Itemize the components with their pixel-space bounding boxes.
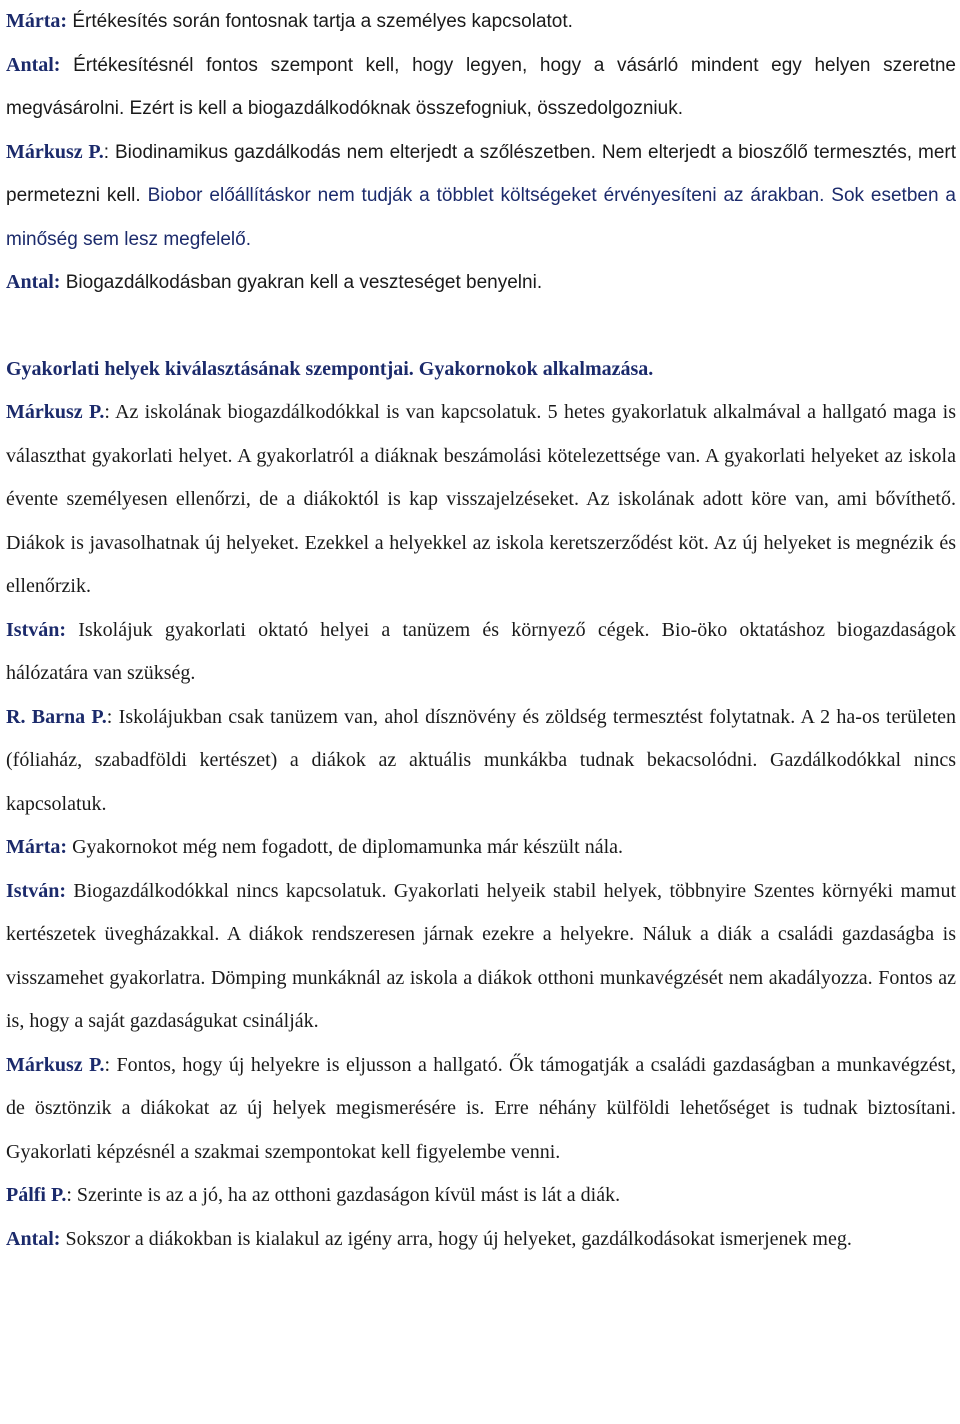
paragraph-text: : Szerinte is az a jó, ha az otthoni gazdaságon kívül mást is lát a diák. bbox=[66, 1184, 621, 1206]
paragraph-text: : Az iskolának biogazdálkodókkal is van kapcsolatuk. 5 hetes gyakorlatuk alkalmával a hallgató maga is választhat gyakorlati helyet. A gyakorlatról a diáknak beszámolási kötelezettsége van. A gyakorlati helyeket az iskola évente személyesen ellenőrzi, de a diákoktól is kap visszajelzéseket. Az iskolának adott köre van, ami bővíthető. Diákok is javasolhatnak új helyeket. Ezekkel a helyekkel az iskola keretszerződést köt. Az új helyeket is megnézik és ellenőrzik. bbox=[6, 401, 956, 597]
speaker-label: István: bbox=[6, 879, 67, 902]
paragraph-markusz-3 bbox=[6, 1044, 956, 1175]
speaker-label: Márta: bbox=[6, 10, 68, 32]
paragraph-text: Értékesítés során fontosnak tartja a személyes kapcsolatot. bbox=[67, 11, 573, 32]
paragraph-antal-2 bbox=[6, 261, 956, 305]
paragraph-istvan-2 bbox=[6, 870, 956, 1044]
paragraph-marta-1 bbox=[6, 0, 956, 44]
speaker-label: Márkusz P. bbox=[6, 1053, 105, 1076]
paragraph-marta-2 bbox=[6, 826, 956, 870]
paragraph-text-continued: Biobor előállításkor nem tudják a többlet költségeket érvényesíteni az árakban. Sok esetben a minőség sem lesz megfelelő. bbox=[6, 185, 956, 250]
speaker-label: István: bbox=[6, 618, 67, 641]
paragraph-antal-3 bbox=[6, 1218, 956, 1262]
speaker-label: Antal: bbox=[6, 53, 61, 76]
paragraph-text: Sokszor a diákokban is kialakul az igény arra, hogy új helyeket, gazdálkodásokat ismerjenek meg. bbox=[60, 1227, 852, 1250]
paragraph-text: Gyakornokot még nem fogadott, de diplomamunka már készült nála. bbox=[67, 836, 624, 858]
paragraph-palfi bbox=[6, 1174, 956, 1218]
speaker-label: Márta: bbox=[6, 836, 68, 858]
paragraph-barna bbox=[6, 696, 956, 827]
paragraph-text: : Biodinamikus gazdálkodás nem elterjedt a szőlészetben. Nem elterjedt a bioszőlő termesztés, mert permetezni kell. bbox=[6, 141, 956, 206]
paragraph-text: : Fontos, hogy új helyekre is eljusson a hallgató. Ők támogatják a családi gazdaságban a munkavégzést, de ösztönzik a diákokat az új helyek megismerésére is. Erre néhány külföldi lehetőséget is tudnak biztosítani. Gyakorlati képzésnél a szakmai szempontokat kell figyelembe venni. bbox=[6, 1053, 956, 1163]
speaker-label: Márkusz P. bbox=[6, 140, 104, 163]
paragraph-text: Biogazdálkodókkal nincs kapcsolatuk. Gyakorlati helyeik stabil helyek, többnyire Szentes környéki mamut kertészetek üvegházakkal. A diákok rendszeresen járnak ezekre a helyekre. Náluk a diák a családi gazdaságba is visszamehet gyakorlatra. Dömping munkáknál az iskola a diákok otthoni munkavégzését nem akadályozza. Fontos az is, hogy a saját gazdaságukat csinálják. bbox=[6, 879, 956, 1032]
paragraph-markusz-2 bbox=[6, 391, 956, 609]
speaker-label: Pálfi P. bbox=[6, 1184, 67, 1206]
paragraph-markusz-1 bbox=[6, 131, 956, 262]
speaker-label: Márkusz P. bbox=[6, 401, 105, 423]
paragraph-text: Biogazdálkodásban gyakran kell a veszteséget benyelni. bbox=[60, 272, 543, 293]
section-heading: Gyakorlati helyek kiválasztásának szempontjai. Gyakornokok alkalmazása. bbox=[6, 357, 654, 380]
paragraph-antal-1 bbox=[6, 44, 956, 131]
paragraph-text: Értékesítésnél fontos szempont kell, hogy legyen, hogy a vásárló mindent egy helyen szeretne megvásárolni. Ezért is kell a biogazdálkodóknak összefogniuk, összedolgozniuk. bbox=[6, 54, 956, 119]
speaker-label: Antal: bbox=[6, 1227, 61, 1250]
paragraph-text: Iskolájuk gyakorlati oktató helyei a tanüzem és környező cégek. Bio-öko oktatáshoz biogazdaságok hálózatára van szükség. bbox=[6, 618, 956, 684]
document-page bbox=[6, 0, 956, 1261]
speaker-label: R. Barna P. bbox=[6, 705, 107, 728]
speaker-label: Antal: bbox=[6, 271, 61, 293]
paragraph-istvan-1 bbox=[6, 609, 956, 696]
paragraph-text: : Iskolájukban csak tanüzem van, ahol dísznövény és zöldség termesztést folytatnak. A 2 ha-os területen (fóliaház, szabadföldi kertészet) a diákok az aktuális munkákba tudnak bekacsolódni. Gazdálkodókkal nincs kapcsolatuk. bbox=[6, 705, 956, 815]
